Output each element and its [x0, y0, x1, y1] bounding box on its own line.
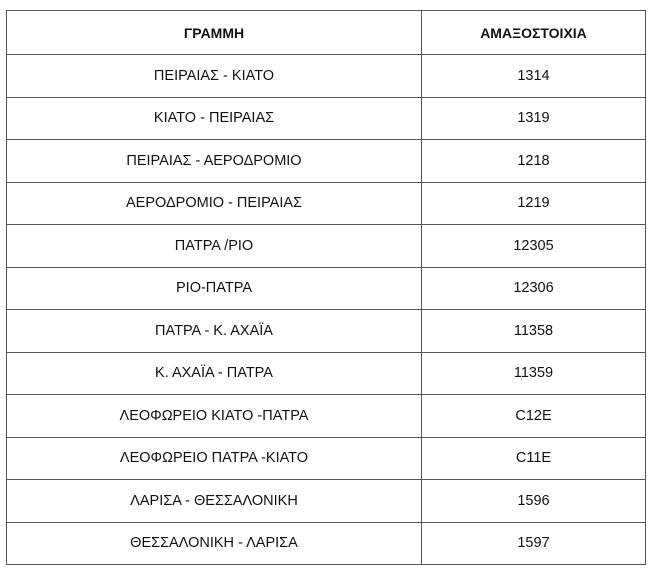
train-cell: 1314: [422, 55, 646, 98]
table-row: [7, 182, 646, 225]
table-row: [7, 97, 646, 140]
train-cell: 1596: [422, 480, 646, 523]
line-cell: ΛΑΡΙΣΑ - ΘΕΣΣΑΛΟΝΙΚΗ: [7, 480, 422, 523]
line-cell: ΠΕΙΡΑΙΑΣ - ΚΙΑΤΟ: [7, 55, 422, 98]
train-cell: 11359: [422, 352, 646, 395]
line-cell: ΚΙΑΤΟ - ΠΕΙΡΑΙΑΣ: [7, 97, 422, 140]
train-line-table: [6, 10, 646, 565]
line-cell: Κ. ΑΧΑΪΑ - ΠΑΤΡΑ: [7, 352, 422, 395]
schedule-table-container: [6, 10, 645, 565]
train-cell: 12306: [422, 267, 646, 310]
table-row: [7, 437, 646, 480]
header-line: ΓΡΑΜΜΗ: [7, 11, 422, 55]
train-cell: 1597: [422, 522, 646, 565]
line-cell: ΑΕΡΟΔΡΟΜΙΟ - ΠΕΙΡΑΙΑΣ: [7, 182, 422, 225]
line-cell: ΠΑΤΡΑ - Κ. ΑΧΑΪΑ: [7, 310, 422, 353]
line-cell: ΠΑΤΡΑ /ΡΙΟ: [7, 225, 422, 268]
line-cell: ΠΕΙΡΑΙΑΣ - ΑΕΡΟΔΡΟΜΙΟ: [7, 140, 422, 183]
header-train: ΑΜΑΞΟΣΤΟΙΧΙΑ: [422, 11, 646, 55]
table-row: [7, 352, 646, 395]
train-cell: 1219: [422, 182, 646, 225]
table-row: [7, 140, 646, 183]
train-cell: C11E: [422, 437, 646, 480]
line-cell: ΘΕΣΣΑΛΟΝΙΚΗ - ΛΑΡΙΣΑ: [7, 522, 422, 565]
train-cell: 11358: [422, 310, 646, 353]
table-header-row: [7, 11, 646, 55]
table-row: [7, 480, 646, 523]
train-cell: 1218: [422, 140, 646, 183]
line-cell: ΛΕΟΦΩΡΕΙΟ ΚΙΑΤΟ -ΠΑΤΡΑ: [7, 395, 422, 438]
table-row: [7, 225, 646, 268]
line-cell: ΡΙΟ-ΠΑΤΡΑ: [7, 267, 422, 310]
table-row: [7, 267, 646, 310]
table-row: [7, 395, 646, 438]
table-row: [7, 55, 646, 98]
line-cell: ΛΕΟΦΩΡΕΙΟ ΠΑΤΡΑ -ΚΙΑΤΟ: [7, 437, 422, 480]
table-row: [7, 522, 646, 565]
train-cell: C12E: [422, 395, 646, 438]
table-row: [7, 310, 646, 353]
train-cell: 12305: [422, 225, 646, 268]
train-cell: 1319: [422, 97, 646, 140]
